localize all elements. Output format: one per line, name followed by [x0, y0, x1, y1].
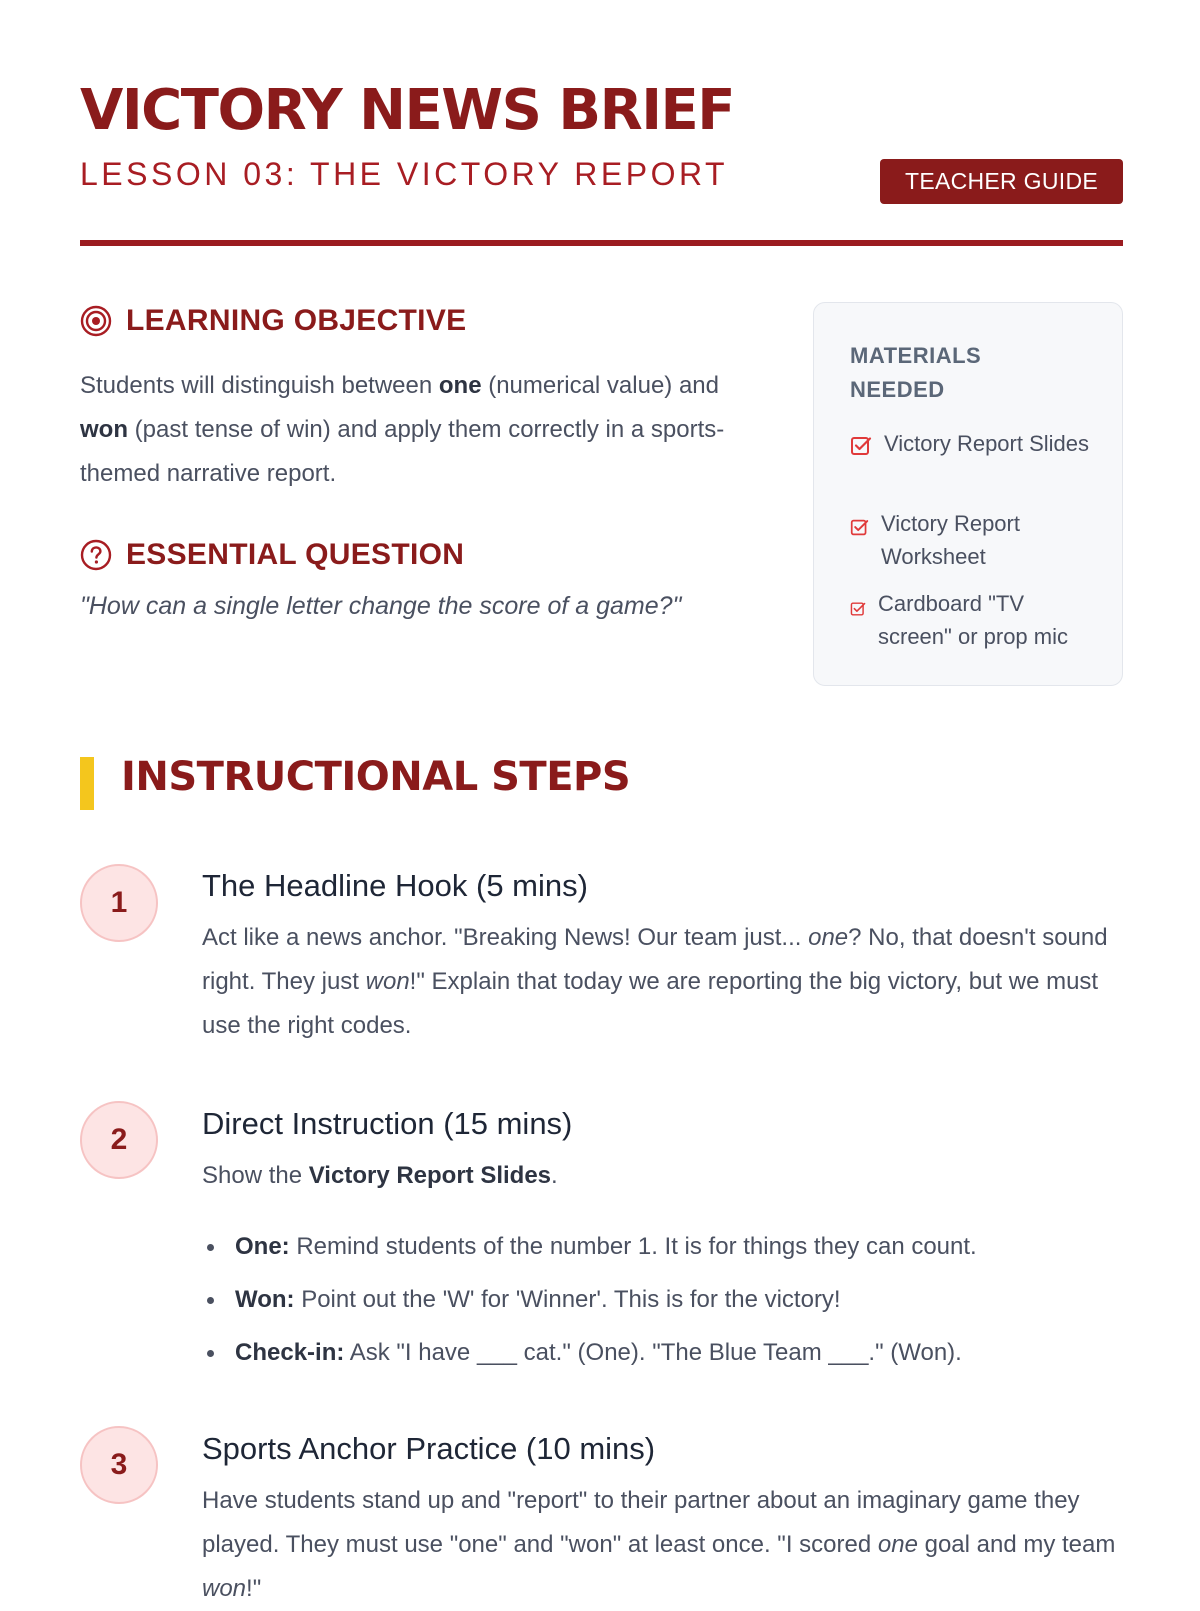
question-circle-icon	[80, 539, 112, 571]
step-title: Sports Anchor Practice (10 mins)	[202, 1431, 656, 1466]
materials-title: MATERIALS NEEDED	[850, 343, 982, 402]
lesson-subtitle: LESSON 03: THE VICTORY REPORT	[80, 156, 729, 192]
materials-item	[850, 427, 1090, 466]
step-description: Act like a news anchor. "Breaking News! Our team just... one? No, that doesn't sound right. They just won!" Explain that today we are reporting the big victory, but we must use the right codes.	[202, 924, 1108, 1039]
list-item: Won: Point out the 'W' for 'Winner'. This is for the victory!	[202, 1273, 1122, 1326]
step-title: Direct Instruction (15 mins)	[202, 1106, 573, 1141]
essential-question-heading	[80, 538, 464, 572]
teacher-guide-badge: TEACHER GUIDE	[880, 159, 1123, 204]
header-divider	[80, 240, 1123, 246]
checkbox-icon	[850, 433, 872, 466]
step-bullet-list	[202, 1220, 1122, 1379]
learning-objective-text: Students will distinguish between one (numerical value) and won (past tense of win) and apply them correctly in a sports-themed narrative report.	[80, 372, 725, 487]
learning-objective-heading	[80, 304, 466, 338]
materials-item-label: Cardboard "TV screen" or prop mic	[878, 591, 1068, 649]
page-title: VICTORY NEWS BRIEF	[80, 78, 735, 143]
checkbox-icon	[850, 593, 866, 626]
instructional-steps-heading: INSTRUCTIONAL STEPS	[121, 754, 631, 800]
materials-item-label: Victory Report Slides	[884, 431, 1090, 456]
materials-card	[813, 302, 1123, 686]
target-icon	[80, 305, 112, 337]
essential-question-label: ESSENTIAL QUESTION	[126, 538, 465, 571]
step-description: Have students stand up and "report" to their partner about an imaginary game they played. They must use "one" and "won" at least once. "I scored one goal and my team won!"	[202, 1487, 1116, 1602]
list-item: One: Remind students of the number 1. It is for things they can count.	[202, 1220, 1122, 1273]
essential-question-text: "How can a single letter change the score of a game?"	[80, 592, 682, 620]
materials-item	[850, 507, 1090, 573]
learning-objective-label: LEARNING OBJECTIVE	[126, 304, 467, 337]
step-title: The Headline Hook (5 mins)	[202, 868, 588, 903]
checkbox-icon	[850, 513, 869, 546]
step-number-badge: 1	[80, 864, 158, 942]
list-item: Check-in: Ask "I have ___ cat." (One). "The Blue Team ___." (Won).	[202, 1326, 1122, 1379]
step-number-badge: 3	[80, 1426, 158, 1504]
steps-accent-bar	[80, 757, 94, 810]
materials-item	[850, 587, 1100, 653]
step-number-badge: 2	[80, 1101, 158, 1179]
materials-item-label: Victory Report Worksheet	[881, 511, 1020, 569]
step-description: Show the Victory Report Slides.	[202, 1162, 558, 1189]
